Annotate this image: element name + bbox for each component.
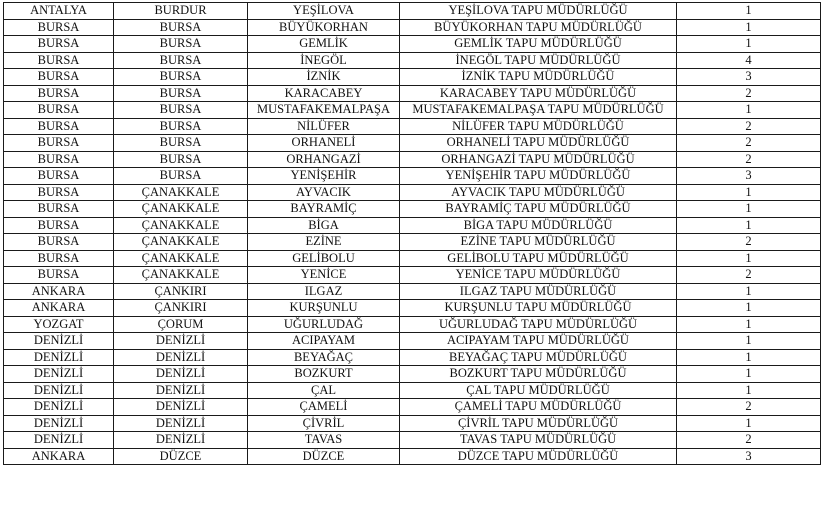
table-row <box>4 19 821 36</box>
district-cell: BOZKURT <box>248 366 400 383</box>
district-cell: MUSTAFAKEMALPAŞA <box>248 102 400 119</box>
region-cell: ANKARA <box>4 300 114 317</box>
table-row <box>4 69 821 86</box>
province-cell: DENİZLİ <box>114 349 248 366</box>
region-cell: BURSA <box>4 69 114 86</box>
district-cell: YENİCE <box>248 267 400 284</box>
table-row <box>4 184 821 201</box>
table-row <box>4 316 821 333</box>
region-cell: DENİZLİ <box>4 382 114 399</box>
count-cell: 2 <box>677 85 821 102</box>
region-cell: BURSA <box>4 19 114 36</box>
count-cell: 3 <box>677 168 821 185</box>
region-cell: DENİZLİ <box>4 415 114 432</box>
table-row <box>4 118 821 135</box>
table-row <box>4 448 821 465</box>
district-cell: ÇAL <box>248 382 400 399</box>
province-cell: ÇANAKKALE <box>114 184 248 201</box>
office-cell: ÇAMELİ TAPU MÜDÜRLÜĞÜ <box>400 399 677 416</box>
count-cell: 2 <box>677 432 821 449</box>
office-cell: BİGA TAPU MÜDÜRLÜĞÜ <box>400 217 677 234</box>
office-cell: YENİŞEHİR TAPU MÜDÜRLÜĞÜ <box>400 168 677 185</box>
office-cell: ILGAZ TAPU MÜDÜRLÜĞÜ <box>400 283 677 300</box>
office-cell: İZNİK TAPU MÜDÜRLÜĞÜ <box>400 69 677 86</box>
table-row <box>4 52 821 69</box>
count-cell: 2 <box>677 399 821 416</box>
count-cell: 1 <box>677 333 821 350</box>
province-cell: ÇANAKKALE <box>114 267 248 284</box>
table-row <box>4 432 821 449</box>
office-cell: ÇİVRİL TAPU MÜDÜRLÜĞÜ <box>400 415 677 432</box>
region-cell: BURSA <box>4 250 114 267</box>
office-cell: YEŞİLOVA TAPU MÜDÜRLÜĞÜ <box>400 3 677 20</box>
region-cell: ANKARA <box>4 448 114 465</box>
district-cell: DÜZCE <box>248 448 400 465</box>
province-cell: DENİZLİ <box>114 382 248 399</box>
province-cell: ÇANKIRI <box>114 283 248 300</box>
office-cell: ORHANELİ TAPU MÜDÜRLÜĞÜ <box>400 135 677 152</box>
table-row <box>4 85 821 102</box>
office-cell: NİLÜFER TAPU MÜDÜRLÜĞÜ <box>400 118 677 135</box>
office-cell: ÇAL TAPU MÜDÜRLÜĞÜ <box>400 382 677 399</box>
count-cell: 2 <box>677 135 821 152</box>
province-cell: DENİZLİ <box>114 333 248 350</box>
table-row <box>4 36 821 53</box>
table-row <box>4 201 821 218</box>
count-cell: 1 <box>677 366 821 383</box>
region-cell: BURSA <box>4 36 114 53</box>
district-cell: YEŞİLOVA <box>248 3 400 20</box>
office-cell: KARACABEY TAPU MÜDÜRLÜĞÜ <box>400 85 677 102</box>
province-cell: BURSA <box>114 69 248 86</box>
office-cell: MUSTAFAKEMALPAŞA TAPU MÜDÜRLÜĞÜ <box>400 102 677 119</box>
count-cell: 1 <box>677 349 821 366</box>
region-cell: BURSA <box>4 85 114 102</box>
office-cell: UĞURLUDAĞ TAPU MÜDÜRLÜĞÜ <box>400 316 677 333</box>
office-cell: DÜZCE TAPU MÜDÜRLÜĞÜ <box>400 448 677 465</box>
office-cell: ORHANGAZİ TAPU MÜDÜRLÜĞÜ <box>400 151 677 168</box>
region-cell: DENİZLİ <box>4 349 114 366</box>
district-cell: GEMLİK <box>248 36 400 53</box>
district-cell: İNEGÖL <box>248 52 400 69</box>
region-cell: BURSA <box>4 267 114 284</box>
office-cell: GEMLİK TAPU MÜDÜRLÜĞÜ <box>400 36 677 53</box>
province-cell: BURSA <box>114 118 248 135</box>
district-cell: YENİŞEHİR <box>248 168 400 185</box>
district-cell: NİLÜFER <box>248 118 400 135</box>
count-cell: 1 <box>677 250 821 267</box>
district-cell: ILGAZ <box>248 283 400 300</box>
office-cell: TAVAS TAPU MÜDÜRLÜĞÜ <box>400 432 677 449</box>
table-row <box>4 102 821 119</box>
table-row <box>4 168 821 185</box>
district-cell: EZİNE <box>248 234 400 251</box>
province-cell: ÇANAKKALE <box>114 250 248 267</box>
district-cell: ORHANGAZİ <box>248 151 400 168</box>
province-cell: DENİZLİ <box>114 415 248 432</box>
region-cell: DENİZLİ <box>4 432 114 449</box>
district-cell: BÜYÜKORHAN <box>248 19 400 36</box>
region-cell: DENİZLİ <box>4 366 114 383</box>
district-cell: ORHANELİ <box>248 135 400 152</box>
table-row <box>4 415 821 432</box>
province-cell: BURSA <box>114 168 248 185</box>
province-cell: ÇANAKKALE <box>114 217 248 234</box>
region-cell: BURSA <box>4 234 114 251</box>
count-cell: 4 <box>677 52 821 69</box>
office-cell: İNEGÖL TAPU MÜDÜRLÜĞÜ <box>400 52 677 69</box>
table-row <box>4 3 821 20</box>
table-row <box>4 349 821 366</box>
office-cell: YENİCE TAPU MÜDÜRLÜĞÜ <box>400 267 677 284</box>
district-cell: BAYRAMİÇ <box>248 201 400 218</box>
region-cell: ANKARA <box>4 283 114 300</box>
count-cell: 2 <box>677 118 821 135</box>
count-cell: 3 <box>677 448 821 465</box>
region-cell: BURSA <box>4 168 114 185</box>
tapu-office-table <box>3 2 821 465</box>
province-cell: ÇANAKKALE <box>114 201 248 218</box>
count-cell: 1 <box>677 36 821 53</box>
district-cell: İZNİK <box>248 69 400 86</box>
province-cell: DÜZCE <box>114 448 248 465</box>
district-cell: GELİBOLU <box>248 250 400 267</box>
region-cell: BURSA <box>4 201 114 218</box>
count-cell: 2 <box>677 267 821 284</box>
region-cell: BURSA <box>4 52 114 69</box>
province-cell: BURDUR <box>114 3 248 20</box>
table-row <box>4 382 821 399</box>
table-row <box>4 250 821 267</box>
province-cell: BURSA <box>114 52 248 69</box>
table-row <box>4 300 821 317</box>
office-cell: BOZKURT TAPU MÜDÜRLÜĞÜ <box>400 366 677 383</box>
region-cell: BURSA <box>4 118 114 135</box>
province-cell: DENİZLİ <box>114 366 248 383</box>
office-cell: KURŞUNLU TAPU MÜDÜRLÜĞÜ <box>400 300 677 317</box>
province-cell: ÇORUM <box>114 316 248 333</box>
district-cell: ÇAMELİ <box>248 399 400 416</box>
count-cell: 1 <box>677 382 821 399</box>
region-cell: DENİZLİ <box>4 399 114 416</box>
office-cell: EZİNE TAPU MÜDÜRLÜĞÜ <box>400 234 677 251</box>
count-cell: 1 <box>677 217 821 234</box>
count-cell: 2 <box>677 234 821 251</box>
table-row <box>4 333 821 350</box>
table-row <box>4 151 821 168</box>
province-cell: DENİZLİ <box>114 399 248 416</box>
province-cell: DENİZLİ <box>114 432 248 449</box>
region-cell: DENİZLİ <box>4 333 114 350</box>
province-cell: ÇANAKKALE <box>114 234 248 251</box>
table-row <box>4 135 821 152</box>
count-cell: 1 <box>677 201 821 218</box>
office-cell: AYVACIK TAPU MÜDÜRLÜĞÜ <box>400 184 677 201</box>
count-cell: 1 <box>677 3 821 20</box>
region-cell: BURSA <box>4 102 114 119</box>
district-cell: TAVAS <box>248 432 400 449</box>
office-cell: BEYAĞAÇ TAPU MÜDÜRLÜĞÜ <box>400 349 677 366</box>
table-body <box>4 3 821 465</box>
office-cell: ACIPAYAM TAPU MÜDÜRLÜĞÜ <box>400 333 677 350</box>
office-cell: BÜYÜKORHAN TAPU MÜDÜRLÜĞÜ <box>400 19 677 36</box>
district-cell: BİGA <box>248 217 400 234</box>
table-row <box>4 267 821 284</box>
count-cell: 1 <box>677 316 821 333</box>
province-cell: BURSA <box>114 19 248 36</box>
province-cell: BURSA <box>114 36 248 53</box>
district-cell: ÇİVRİL <box>248 415 400 432</box>
district-cell: KARACABEY <box>248 85 400 102</box>
district-cell: UĞURLUDAĞ <box>248 316 400 333</box>
region-cell: BURSA <box>4 217 114 234</box>
province-cell: BURSA <box>114 102 248 119</box>
table-row <box>4 217 821 234</box>
count-cell: 1 <box>677 415 821 432</box>
count-cell: 1 <box>677 19 821 36</box>
region-cell: ANTALYA <box>4 3 114 20</box>
district-cell: BEYAĞAÇ <box>248 349 400 366</box>
table-row <box>4 399 821 416</box>
count-cell: 1 <box>677 184 821 201</box>
office-cell: GELİBOLU TAPU MÜDÜRLÜĞÜ <box>400 250 677 267</box>
region-cell: BURSA <box>4 184 114 201</box>
count-cell: 1 <box>677 102 821 119</box>
region-cell: BURSA <box>4 151 114 168</box>
table-row <box>4 234 821 251</box>
province-cell: BURSA <box>114 85 248 102</box>
district-cell: KURŞUNLU <box>248 300 400 317</box>
province-cell: BURSA <box>114 135 248 152</box>
count-cell: 2 <box>677 151 821 168</box>
province-cell: ÇANKIRI <box>114 300 248 317</box>
count-cell: 1 <box>677 283 821 300</box>
district-cell: AYVACIK <box>248 184 400 201</box>
province-cell: BURSA <box>114 151 248 168</box>
office-cell: BAYRAMİÇ TAPU MÜDÜRLÜĞÜ <box>400 201 677 218</box>
count-cell: 3 <box>677 69 821 86</box>
region-cell: BURSA <box>4 135 114 152</box>
table-row <box>4 283 821 300</box>
count-cell: 1 <box>677 300 821 317</box>
district-cell: ACIPAYAM <box>248 333 400 350</box>
region-cell: YOZGAT <box>4 316 114 333</box>
table-row <box>4 366 821 383</box>
